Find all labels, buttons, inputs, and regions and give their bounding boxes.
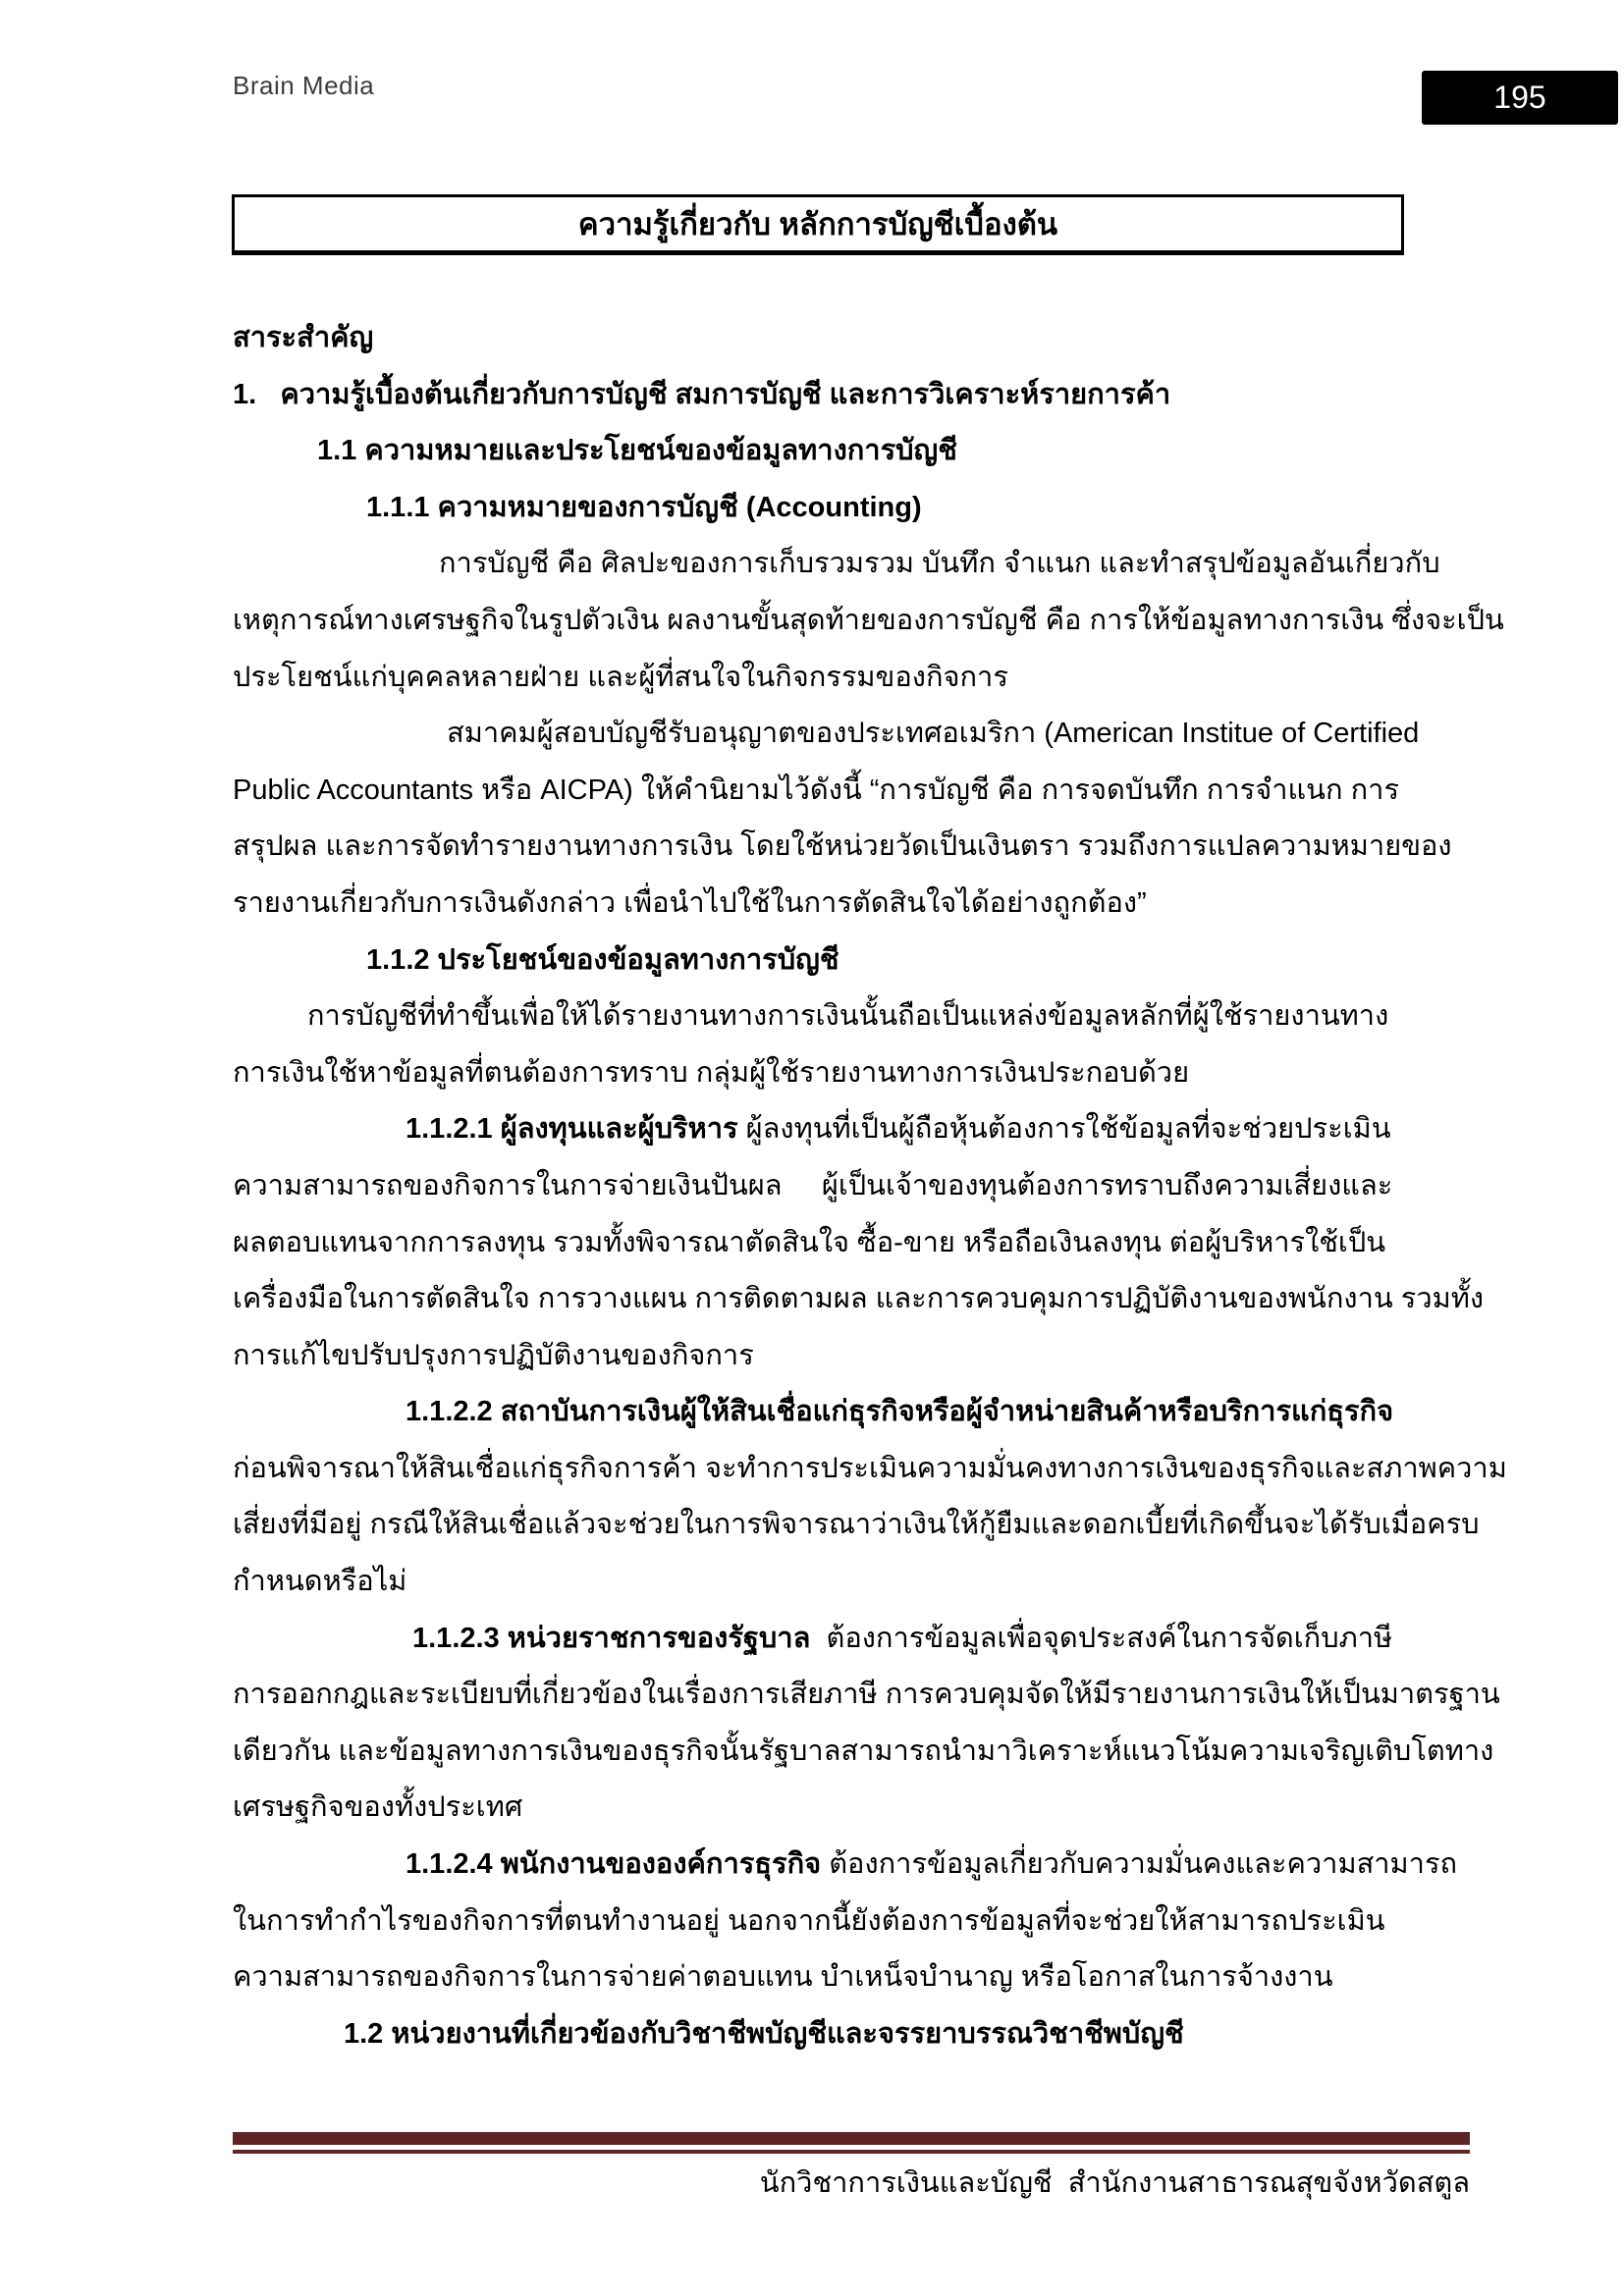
footer-rule-thin [233, 2150, 1470, 2154]
text-line [0, 593, 1624, 650]
text-line-normal: กำหนดหรือไม่ [233, 1566, 407, 1598]
text-line [0, 536, 1624, 593]
text-line [0, 1101, 1624, 1158]
text-line-normal: การเงินใช้หาข้อมูลที่ตนต้องการทราบ กลุ่มผู้ใช้รายงานทางการเงินประกอบด้วย [233, 1056, 1190, 1089]
text-line-normal: เหตุการณ์ทางเศรษฐกิจในรูปตัวเงิน ผลงานขั้นสุดท้ายของการบัญชี คือ การให้ข้อมูลทางการเงิน ซึ่งจะเป็น [233, 604, 1504, 636]
footer-rule-thick [233, 2132, 1470, 2145]
text-line [0, 310, 1624, 367]
text-line-bold: สาระสำคัญ [233, 322, 374, 353]
text-line [0, 1271, 1624, 1328]
text-line [0, 1441, 1624, 1498]
text-line [0, 876, 1624, 933]
text-line-normal: เสี่ยงที่มีอยู่ กรณีให้สินเชื่อแล้วจะช่วยในการพิจารณาว่าเงินให้กู้ยืมและดอกเบี้ยที่เกิดขึ้นจะได้รับเมื่อครบ [233, 1509, 1480, 1541]
text-line-bold: 1.1.2 ประโยชน์ของข้อมูลทางการบัญชี [366, 943, 839, 976]
text-line-normal: ประโยชน์แก่บุคคลหลายฝ่าย และผู้ที่สนใจในกิจกรรมของกิจการ [233, 661, 1008, 693]
text-line [0, 706, 1624, 763]
text-line-bold: 1.1.2.4 พนักงานขององค์การธุรกิจ [406, 1848, 822, 1881]
text-line-bold: 1.1 ความหมายและประโยชน์ของข้อมูลทางการบัญชี [317, 435, 957, 467]
text-line-normal: สรุปผล และการจัดทำรายงานทางการเงิน โดยใช้หน่วยวัดเป็นเงินตรา รวมถึงการแปลความหมายของ [233, 830, 1452, 863]
text-line [0, 763, 1624, 820]
text-line [0, 933, 1624, 989]
text-line-bold: 1. ความรู้เบื้องต้นเกี่ยวกับการบัญชี สมการบัญชี และการวิเคราะห์รายการค้า [233, 378, 1171, 410]
text-line [0, 1328, 1624, 1385]
document-body [0, 310, 1624, 2062]
text-line-bold: 1.2 หน่วยงานที่เกี่ยวข้องกับวิชาชีพบัญชีและจรรยาบรรณวิชาชีพบัญชี [344, 2017, 1184, 2050]
text-line [0, 988, 1624, 1045]
footer-text: นักวิชาการเงินและบัญชี สำนักงานสาธารณสุขจังหวัดสตูล [759, 2167, 1470, 2199]
page-number: 195 [1493, 80, 1546, 115]
text-line [0, 1780, 1624, 1837]
text-line [0, 819, 1624, 876]
text-line [0, 1045, 1624, 1102]
text-line-normal: การบัญชีที่ทำขึ้นเพื่อให้ได้รายงานทางการเงินนั้นถือเป็นแหล่งข้อมูลหลักที่ผู้ใช้รายงานทาง [307, 1000, 1389, 1033]
page-number-box [1422, 71, 1618, 125]
text-line [0, 1611, 1624, 1668]
title-box [232, 194, 1404, 255]
header-brand-text: Brain Media [233, 71, 375, 100]
text-line-bold: 1.1.2.2 สถาบันการเงินผู้ให้สินเชื่อแก่ธุรกิจหรือผู้จำหน่ายสินค้าหรือบริการแก่ธุรกิจ [406, 1396, 1394, 1428]
text-line [0, 1158, 1624, 1215]
page-title: ความรู้เกี่ยวกับ หลักการบัญชีเบื้องต้น [577, 207, 1058, 241]
text-line-normal: ผู้ลงทุนที่เป็นผู้ถือหุ้นต้องการใช้ข้อมูลที่จะช่วยประเมิน [737, 1113, 1391, 1146]
text-line-bold: 1.1.2.1 ผู้ลงทุนและผู้บริหาร [406, 1113, 738, 1146]
text-line [0, 1949, 1624, 2006]
text-line [0, 1724, 1624, 1781]
text-line [0, 367, 1624, 424]
text-line-normal: สมาคมผู้สอบบัญชีรับอนุญาตของประเทศอเมริกา (American Institue of Certified [447, 718, 1420, 750]
text-line-normal: การออกกฎและระเบียบที่เกี่ยวข้องในเรื่องการเสียภาษี การควบคุมจัดให้มีรายงานการเงินให้เป็นมาตรฐาน [233, 1679, 1500, 1711]
text-line-normal: เครื่องมือในการตัดสินใจ การวางแผน การติดตามผล และการควบคุมการปฏิบัติงานของพนักงาน รวมทั้ง [233, 1283, 1485, 1315]
text-line [0, 1837, 1624, 1894]
text-line-normal: ก่อนพิจารณาให้สินเชื่อแก่ธุรกิจการค้า จะทำการประเมินความมั่นคงทางการเงินของธุรกิจและสภาพความ [233, 1452, 1507, 1484]
text-line-bold: 1.1.2.3 หน่วยราชการของรัฐบาล [412, 1622, 811, 1654]
text-line-normal: ความสามารถของกิจการในการจ่ายค่าตอบแทน บำเหน็จบำนาญ หรือโอกาสในการจ้างงาน [233, 1961, 1333, 1994]
text-line [0, 1554, 1624, 1611]
text-line-normal: ความสามารถของกิจการในการจ่ายเงินปันผล ผู้เป็นเจ้าของทุนต้องการทราบถึงความเสี่ยงและ [233, 1169, 1393, 1201]
text-line [0, 423, 1624, 480]
text-line-normal: รายงานเกี่ยวกับการเงินดังกล่าว เพื่อนำไปใช้ในการตัดสินใจได้อย่างถูกต้อง” [233, 886, 1147, 919]
text-line [0, 650, 1624, 707]
text-line-normal: ต้องการข้อมูลเกี่ยวกับความมั่นคงและความสามารถ [821, 1848, 1458, 1881]
text-line-normal: ผลตอบแทนจากการลงทุน รวมทั้งพิจารณาตัดสินใจ ซื้อ-ขาย หรือถือเงินลงทุน ต่อผู้บริหารใช้เป็น [233, 1226, 1386, 1258]
text-line-normal: การบัญชี คือ ศิลปะของการเก็บรวมรวม บันทึก จำแนก และทำสรุปข้อมูลอันเกี่ยวกับ [439, 548, 1440, 580]
text-line-normal: การแก้ไขปรับปรุงการปฏิบัติงานของกิจการ [233, 1339, 754, 1371]
text-line [0, 1497, 1624, 1554]
text-line [0, 480, 1624, 537]
text-line [0, 1667, 1624, 1724]
text-line-normal: ต้องการข้อมูลเพื่อจุดประสงค์ในการจัดเก็บภาษี [810, 1622, 1393, 1654]
text-line [0, 1894, 1624, 1950]
text-line [0, 2006, 1624, 2063]
text-line [0, 1384, 1624, 1441]
text-line-normal: เศรษฐกิจของทั้งประเทศ [233, 1791, 523, 1824]
text-line-normal: ในการทำกำไรของกิจการที่ตนทำงานอยู่ นอกจากนี้ยังต้องการข้อมูลที่จะช่วยให้สามารถประเมิน [233, 1904, 1385, 1937]
text-line [0, 1215, 1624, 1272]
text-line-normal: เดียวกัน และข้อมูลทางการเงินของธุรกิจนั้นรัฐบาลสามารถนำมาวิเคราะห์แนวโน้มความเจริญเติบโตทาง [233, 1735, 1494, 1767]
text-line-normal: Public Accountants หรือ AICPA) ให้คำนิยามไว้ดังนี้ “การบัญชี คือ การจดบันทึก การจำแนก การ [233, 774, 1400, 806]
text-line-bold: 1.1.1 ความหมายของการบัญชี (Accounting) [366, 491, 922, 523]
